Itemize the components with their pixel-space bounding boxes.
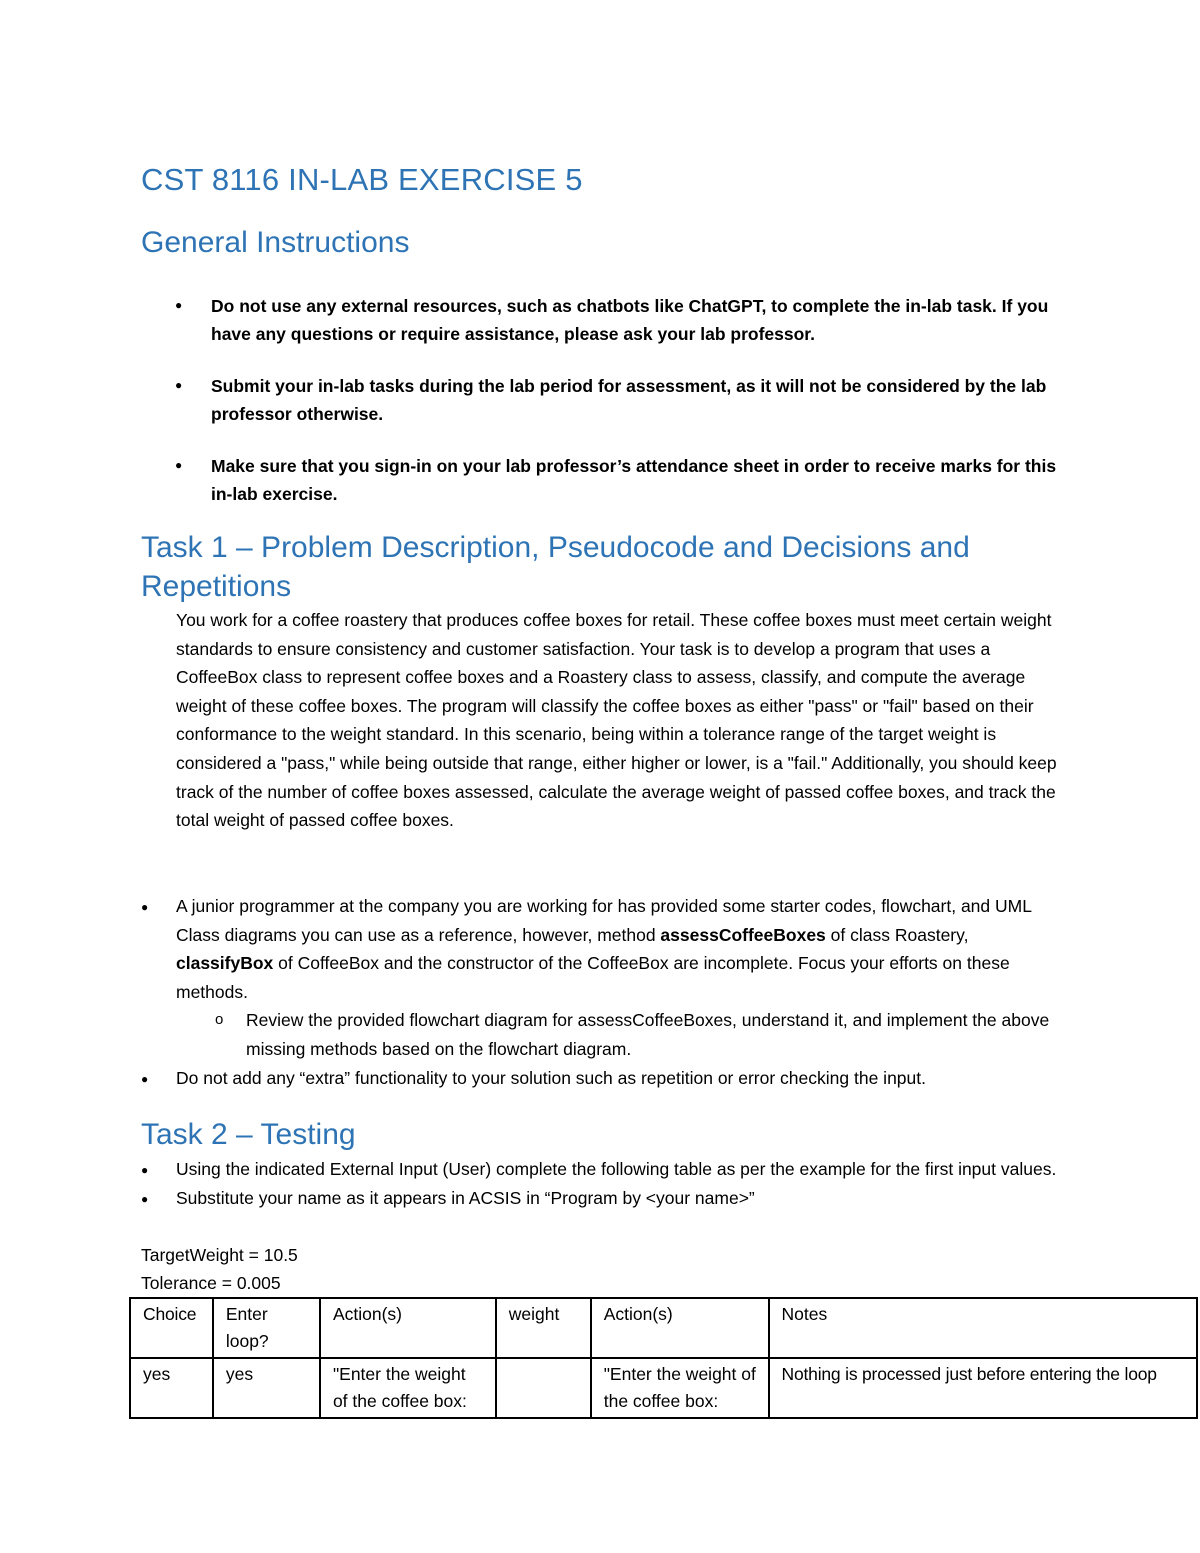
sub-bullet-marker: o — [215, 1011, 224, 1029]
table-cell: yes — [130, 1358, 213, 1418]
table-header-row — [130, 1298, 1197, 1358]
bullet-text: A junior programmer at the company you are working for has provided some starter codes, flowchart, and UML Class diagrams you can use as a reference, however, method — [176, 896, 1032, 945]
table-header-cell: Notes — [769, 1298, 1197, 1358]
table-cell — [496, 1358, 591, 1418]
bullet-text: Substitute your name as it appears in ACSIS in “Program by <your name>” — [176, 1187, 755, 1208]
target-weight-text: TargetWeight = 10.5 — [141, 1245, 298, 1265]
task1-heading: Task 1 – Problem Description, Pseudocode and Decisions and Repetitions — [141, 531, 970, 603]
task2-list — [141, 1155, 1061, 1212]
table-header-cell: Action(s) — [591, 1298, 769, 1358]
list-item — [141, 892, 1061, 1064]
bullet-icon: ● — [141, 1191, 149, 1206]
task1-description: You work for a coffee roastery that produces coffee boxes for retail. These coffee boxes must meet certain weight standards to ensure consistency and customer satisfaction. Your task is to develop a program that uses a CoffeeBox class to represent coffee boxes and a Roastery class to assess, classify, and compute the average weight of these coffee boxes. The program will classify the coffee boxes as either "pass" or "fail" based on their conformance to the weight standard. In this scenario, being within a tolerance range of the target weight is considered a "pass," while being outside that range, either higher or lower, is a "fail." Additionally, you should keep track of the number of coffee boxes assessed, calculate the average weight of passed coffee boxes, and track the total weight of passed coffee boxes. — [176, 610, 1057, 831]
general-instructions-list — [141, 292, 1061, 532]
instruction-text: Do not use any external resources, such as chatbots like ChatGPT, to complete the in-lab task. If you have any questions or require assistance, please ask your lab professor. — [211, 296, 1049, 344]
bullet-icon: ● — [175, 458, 183, 472]
bullet-icon: ● — [175, 378, 183, 392]
list-item — [141, 292, 1061, 348]
list-item — [141, 372, 1061, 428]
bullet-text: Do not add any “extra” functionality to your solution such as repetition or error checking the input. — [176, 1067, 926, 1088]
instruction-text: Make sure that you sign-in on your lab professor’s attendance sheet in order to receive marks for this in-lab exercise. — [211, 456, 1057, 504]
bullet-text: of class Roastery, — [825, 924, 969, 945]
table-cell: "Enter the weight of the coffee box: — [591, 1358, 769, 1418]
bullet-text: of CoffeeBox and the constructor of the CoffeeBox are incomplete. Focus your efforts on these methods. — [176, 953, 1010, 1002]
table-cell: Nothing is processed just before entering the loop — [769, 1358, 1197, 1418]
table-row — [130, 1358, 1197, 1418]
table-cell: "Enter the weight of the coffee box: — [320, 1358, 496, 1418]
list-item — [141, 1155, 1061, 1184]
instruction-text: Submit your in-lab tasks during the lab period for assessment, as it will not be considered by the lab professor otherwise. — [211, 376, 1047, 424]
tolerance-text: Tolerance = 0.005 — [141, 1273, 281, 1293]
list-item — [141, 1064, 1061, 1093]
bullet-icon: ● — [141, 900, 149, 914]
bullet-icon: ● — [175, 298, 183, 312]
bullet-icon: ● — [141, 1163, 149, 1177]
document-title: CST 8116 IN-LAB EXERCISE 5 — [141, 162, 583, 197]
table-header-cell: Choice — [130, 1298, 213, 1358]
task1-list — [141, 892, 1061, 1092]
bullet-text: Using the indicated External Input (User) complete the following table as per the example for the first input values. — [176, 1159, 1057, 1179]
bullet-icon: ● — [141, 1071, 149, 1086]
table-header-cell: Enter loop? — [213, 1298, 320, 1358]
list-item — [141, 452, 1061, 508]
method-name: assessCoffeeBoxes — [660, 924, 826, 945]
testing-table — [129, 1297, 1198, 1419]
table-cell: yes — [213, 1358, 320, 1418]
table-header-cell: Action(s) — [320, 1298, 496, 1358]
method-name: classifyBox — [176, 953, 274, 974]
general-instructions-heading: General Instructions — [141, 226, 410, 259]
list-item — [141, 1184, 1061, 1213]
sub-bullet-text: Review the provided flowchart diagram for assessCoffeeBoxes, understand it, and implement the above missing methods based on the flowchart diagram. — [246, 1010, 1050, 1059]
task2-heading: Task 2 – Testing — [141, 1118, 356, 1151]
sub-list-item — [176, 1006, 1061, 1063]
table-header-cell: weight — [496, 1298, 591, 1358]
